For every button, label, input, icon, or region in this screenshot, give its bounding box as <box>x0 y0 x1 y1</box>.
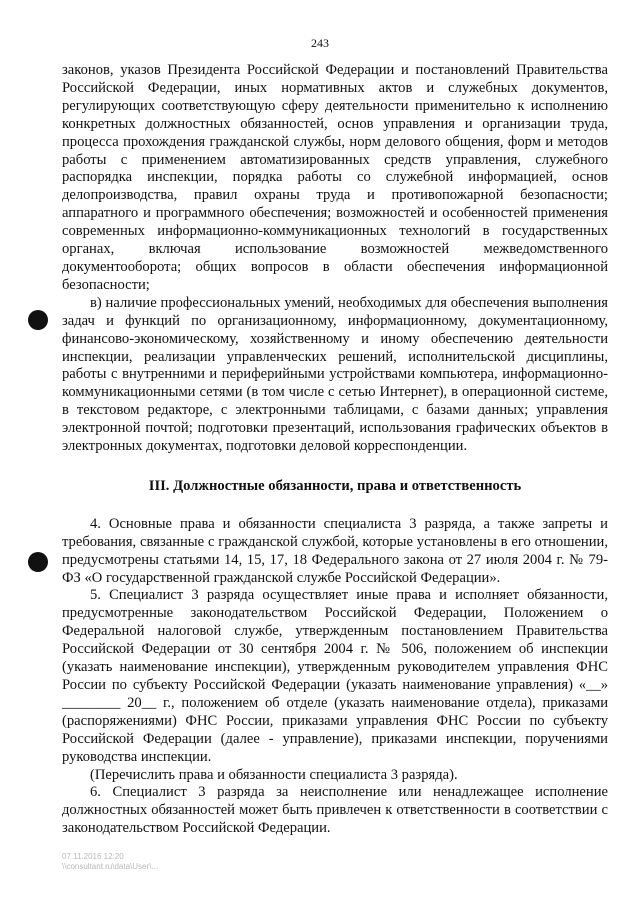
paragraph: 4. Основные права и обязанности специалиста 3 разряда, а также запреты и требования, связанные с гражданской службой, которые установлены в его отношении, предусмотрены статьями 14, 15, 17, 18 Федерального закона от 27 июля 2004 г. № 79-ФЗ «О государственной гражданской службе Российской Федерации». <box>62 515 608 586</box>
punch-hole-mark <box>28 310 48 330</box>
section-heading: III. Должностные обязанности, права и ответственность <box>148 477 522 494</box>
document-body <box>62 62 608 838</box>
paragraph: 5. Специалист 3 разряда осуществляет иные права и исполняет обязанности, предусмотренные законодательством Российской Федерации, Положением о Федеральной налоговой службе, утвержденным постановлением Правительства Российской Федерации от 30 сентября 2004 г. № 506, положением об инспекции (указать наименование инспекции), утвержденным руководителем управления ФНС России по субъекту Российской Федерации (указать наименование управления) «__» ________ 20__ г., положением об отделе (указать наименование отдела), приказами (распоряжениями) ФНС России, приказами управления ФНС России по субъекту Российской Федерации (далее - управление), приказами инспекции, поручениями руководства инспекции. <box>62 587 608 765</box>
paragraph: 6. Специалист 3 разряда за неисполнение или ненадлежащее исполнение должностных обязанностей может быть привлечен к ответственности в соответствии с законодательством Российской Федерации. <box>62 784 608 837</box>
footer-stamp <box>62 852 158 872</box>
paragraph: в) наличие профессиональных умений, необходимых для обеспечения выполнения задач и функций по организационному, информационному, документационному, финансово-экономическому, хозяйственному и иному обеспечению деятельности инспекции, реализации управленческих решений, исполнительской дисциплины, работы с внутренними и периферийными устройствами компьютера, информационно-коммуникационными сетями (в том числе с сетью Интернет), в операционной системе, в текстовом редакторе, с электронными таблицами, с базами данных; управления электронной почтой; подготовки презентаций, использования графических объектов в электронных документах, подготовки деловой корреспонденции. <box>62 294 608 455</box>
paragraph: законов, указов Президента Российской Федерации и постановлений Правительства Российской Федерации, иных нормативных актов и служебных документов, регулирующих соответствующую сферу деятельности применительно к исполнению конкретных должностных обязанностей, основ управления и организации труда, процесса прохождения гражданской службы, норм делового общения, форм и методов работы с применением автоматизированных средств управления, служебного распорядка инспекции, порядка работы со служебной информацией, основ делопроизводства, правил охраны труда и противопожарной безопасности; аппаратного и программного обеспечения; возможностей и особенностей применения современных информационно-коммуникационных технологий в государственных органах, включая использование возможностей межведомственного документооборота; общих вопросов в области обеспечения информационной безопасности; <box>62 62 608 293</box>
paragraph: (Перечислить права и обязанности специалиста 3 разряда). <box>90 766 458 783</box>
page-number: 243 <box>311 36 329 50</box>
punch-hole-mark <box>28 552 48 572</box>
footer-line: \\consultant.ru\data\User\... <box>62 862 159 871</box>
footer-line: 07.11.2016 12:20 <box>62 852 124 861</box>
